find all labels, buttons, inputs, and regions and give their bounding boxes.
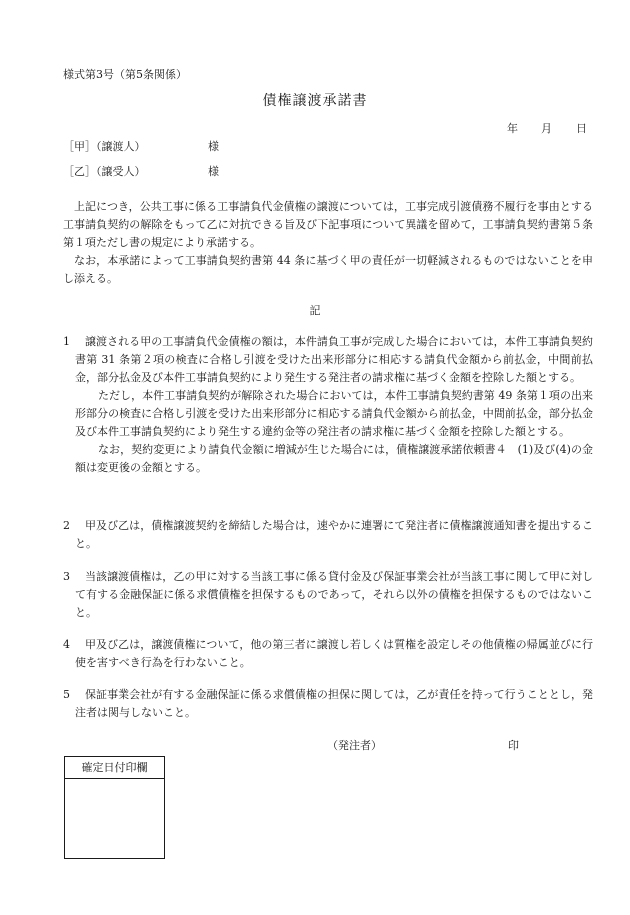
stamp-box-label: 確定日付印欄 <box>65 757 164 779</box>
date-day: 日 <box>576 122 587 135</box>
assignor-honorific: 様 <box>208 140 219 153</box>
item-paragraph: ただし，本件工事請負契約が解除された場合においては，本件工事請負契約書第 49 条第１項の出来形部分の検査に合格し引渡を受けた出来形部分に相応する請負代金額から前払金，中間前払金，部分払金及び本件工事請負契約により発生する違約金等の発注者の請求権に基づく金額を控除した額とする。 <box>75 389 593 438</box>
item-paragraph: 譲渡される甲の工事請負代金債権の額は，本件請負工事が完成した場合においては，本件工事請負契約書第 31 条第２項の検査に合格し引渡を受けた出来形部分に相応する請負代金額から前払金，中間前払金，部分払金及び本件工事請負契約により発生する発注者の請求権に基づく金額を控除した額とする。 <box>75 335 593 384</box>
item-number: 1 <box>63 335 70 348</box>
item-3 <box>63 568 593 622</box>
assignor-label: ［甲］（譲渡人） <box>63 140 146 153</box>
date-month: 月 <box>541 122 552 135</box>
certified-date-stamp-box <box>64 756 165 859</box>
item-paragraph: 保証事業会社が有する金融保証に係る求償債権の担保に関しては，乙が責任を持って行うこととし，発注者は関与しないこと。 <box>75 688 593 719</box>
item-4 <box>63 636 593 672</box>
item-paragraph: 甲及び乙は，譲渡債権について，他の第三者に譲渡し若しくは質権を設定しその他債権の帰属並びに行使を害すべき行為を行わないこと。 <box>75 638 593 669</box>
item-1 <box>63 333 593 477</box>
document-title: 債権譲渡承諾書 <box>262 93 368 109</box>
orderer-label: （発注者） <box>327 739 382 752</box>
item-paragraph: 当該譲渡債権は，乙の甲に対する当該工事に係る貸付金及び保証事業会社が当該工事に関して甲に対して有する金融保証に係る求償債権を担保するものであって，それら以外の債権を担保するものではないこと。 <box>75 570 593 619</box>
item-5 <box>63 686 593 722</box>
item-number: 2 <box>63 519 70 532</box>
item-number: 4 <box>63 638 70 651</box>
date-year: 年 <box>507 122 518 135</box>
item-number: 3 <box>63 570 70 583</box>
assignee-label: ［乙］（譲受人） <box>63 165 146 178</box>
intro-paragraph: 上記につき，公共工事に係る工事請負代金債権の譲渡については，工事完成引渡債務不履行を事由とする工事請負契約の解除をもって乙に対抗できる旨及び下記事項について異議を留めて，工事請負契約書第５条第１項ただし書の規定により承諾する。 <box>63 200 593 249</box>
seal-mark: 印 <box>508 739 519 752</box>
item-paragraph: 甲及び乙は，債権譲渡契約を締結した場合は，速やかに連署にて発注者に債権譲渡通知書を提出すること。 <box>75 519 593 550</box>
form-number: 様式第3号（第5条関係） <box>63 68 187 81</box>
item-number: 5 <box>63 688 70 701</box>
assignee-honorific: 様 <box>208 165 219 178</box>
intro-note-paragraph: なお，本承諾によって工事請負契約書第 44 条に基づく甲の責任が一切軽減されるものではないことを申し添える。 <box>63 254 593 285</box>
item-2 <box>63 517 593 553</box>
item-paragraph: なお，契約変更により請負代金額に増減が生じた場合には，債権譲渡承諾依頼書４ (1)及び(4)の金額は変更後の金額とする。 <box>75 443 593 474</box>
ki-heading: 記 <box>309 304 321 317</box>
